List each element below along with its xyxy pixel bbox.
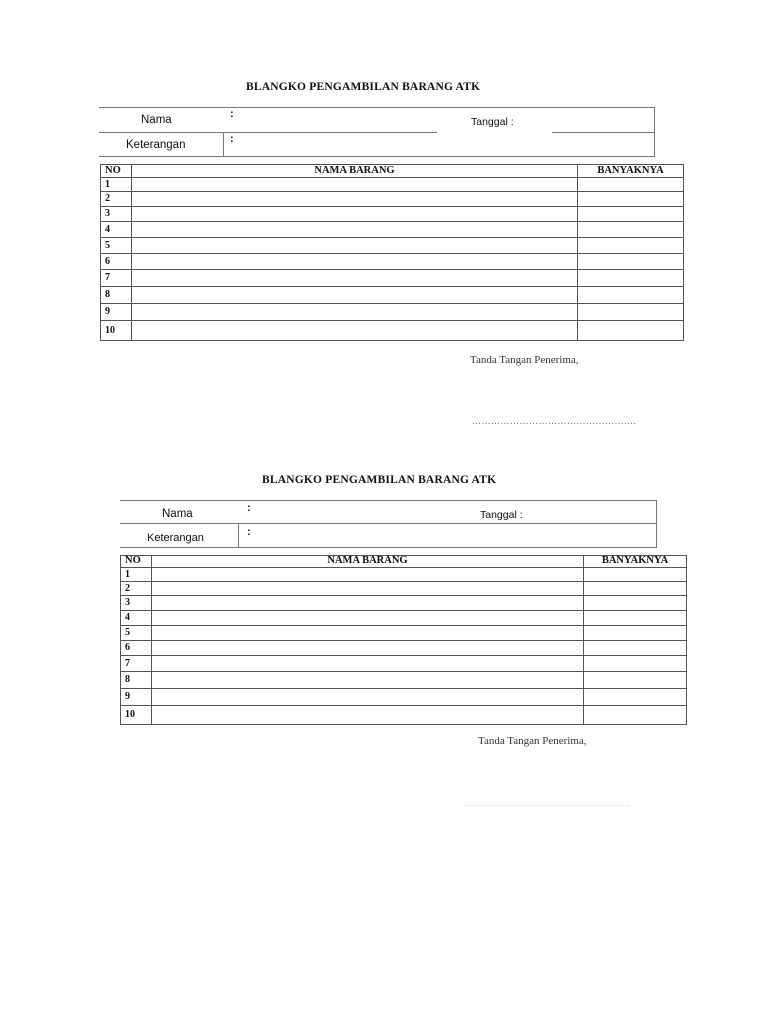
column-header-no: NO xyxy=(101,165,132,178)
nama-barang-cell[interactable] xyxy=(152,672,584,689)
keterangan-label: Keterangan xyxy=(126,139,186,151)
row-number: 6 xyxy=(121,641,152,656)
nama-barang-cell[interactable] xyxy=(132,304,578,321)
banyaknya-cell[interactable] xyxy=(584,611,687,626)
signature-label: Tanda Tangan Penerima, xyxy=(478,735,587,747)
nama-barang-cell[interactable] xyxy=(132,270,578,287)
nama-field-line[interactable] xyxy=(99,132,437,133)
signature-label: Tanda Tangan Penerima, xyxy=(470,354,579,366)
nama-barang-cell[interactable] xyxy=(152,582,584,596)
row-number: 10 xyxy=(121,706,152,725)
table-row xyxy=(101,238,684,254)
nama-barang-cell[interactable] xyxy=(152,611,584,626)
banyaknya-cell[interactable] xyxy=(578,304,684,321)
table-row xyxy=(121,582,687,596)
header-box xyxy=(99,107,655,157)
table-row xyxy=(101,287,684,304)
table-row xyxy=(121,626,687,641)
table-row xyxy=(121,672,687,689)
banyaknya-cell[interactable] xyxy=(584,596,687,611)
banyaknya-cell[interactable] xyxy=(578,254,684,270)
items-table xyxy=(120,555,687,725)
row-number: 4 xyxy=(121,611,152,626)
nama-barang-cell[interactable] xyxy=(132,287,578,304)
nama-barang-cell[interactable] xyxy=(132,238,578,254)
items-table xyxy=(100,164,684,341)
row-number: 1 xyxy=(121,568,152,582)
row-number: 9 xyxy=(101,304,132,321)
nama-barang-cell[interactable] xyxy=(152,596,584,611)
nama-colon: : xyxy=(230,108,234,120)
row-number: 2 xyxy=(121,582,152,596)
nama-label: Nama xyxy=(141,114,172,126)
table-row xyxy=(101,207,684,222)
table-row xyxy=(101,178,684,192)
table-row xyxy=(121,689,687,706)
table-row xyxy=(121,596,687,611)
row-number: 8 xyxy=(101,287,132,304)
table-row xyxy=(101,192,684,207)
row-number: 5 xyxy=(121,626,152,641)
nama-field-line[interactable] xyxy=(120,523,656,524)
banyaknya-cell[interactable] xyxy=(584,706,687,725)
table-row xyxy=(101,321,684,341)
nama-barang-cell[interactable] xyxy=(132,207,578,222)
banyaknya-cell[interactable] xyxy=(584,641,687,656)
nama-barang-cell[interactable] xyxy=(132,222,578,238)
row-number: 5 xyxy=(101,238,132,254)
row-number: 9 xyxy=(121,689,152,706)
header-box xyxy=(120,500,657,548)
table-row xyxy=(101,270,684,287)
row-number: 1 xyxy=(101,178,132,192)
nama-barang-cell[interactable] xyxy=(152,706,584,725)
form-title: BLANGKO PENGAMBILAN BARANG ATK xyxy=(262,474,497,486)
banyaknya-cell[interactable] xyxy=(578,321,684,341)
nama-barang-cell[interactable] xyxy=(132,321,578,341)
column-header-banyaknya: BANYAKNYA xyxy=(584,556,687,568)
row-number: 10 xyxy=(101,321,132,341)
table-row xyxy=(101,304,684,321)
tanggal-field-line[interactable] xyxy=(552,132,654,133)
banyaknya-cell[interactable] xyxy=(584,582,687,596)
nama-barang-cell[interactable] xyxy=(132,178,578,192)
nama-barang-cell[interactable] xyxy=(152,626,584,641)
banyaknya-cell[interactable] xyxy=(578,270,684,287)
column-header-nama-barang: NAMA BARANG xyxy=(152,556,584,568)
table-row xyxy=(121,611,687,626)
row-number: 4 xyxy=(101,222,132,238)
header-divider xyxy=(223,133,224,157)
column-header-nama-barang: NAMA BARANG xyxy=(132,165,578,178)
column-header-no: NO xyxy=(121,556,152,568)
banyaknya-cell[interactable] xyxy=(584,656,687,672)
row-number: 2 xyxy=(101,192,132,207)
banyaknya-cell[interactable] xyxy=(578,192,684,207)
banyaknya-cell[interactable] xyxy=(578,238,684,254)
nama-barang-cell[interactable] xyxy=(152,689,584,706)
row-number: 3 xyxy=(121,596,152,611)
nama-colon: : xyxy=(247,502,251,514)
signature-line[interactable] xyxy=(465,805,630,806)
banyaknya-cell[interactable] xyxy=(578,222,684,238)
column-header-banyaknya: BANYAKNYA xyxy=(578,165,684,178)
nama-barang-cell[interactable] xyxy=(152,656,584,672)
row-number: 7 xyxy=(121,656,152,672)
tanggal-label: Tanggal : xyxy=(480,509,523,521)
table-row xyxy=(121,568,687,582)
row-number: 3 xyxy=(101,207,132,222)
row-number: 6 xyxy=(101,254,132,270)
row-number: 8 xyxy=(121,672,152,689)
table-row xyxy=(121,706,687,725)
banyaknya-cell[interactable] xyxy=(578,287,684,304)
table-header-row xyxy=(101,165,684,178)
banyaknya-cell[interactable] xyxy=(584,689,687,706)
nama-barang-cell[interactable] xyxy=(132,192,578,207)
nama-barang-cell[interactable] xyxy=(152,641,584,656)
keterangan-colon: : xyxy=(230,133,234,145)
table-row xyxy=(121,641,687,656)
banyaknya-cell[interactable] xyxy=(578,178,684,192)
keterangan-colon: : xyxy=(247,526,251,538)
tanggal-label: Tanggal : xyxy=(471,116,514,128)
banyaknya-cell[interactable] xyxy=(578,207,684,222)
form-title: BLANGKO PENGAMBILAN BARANG ATK xyxy=(246,81,481,93)
header-divider xyxy=(238,524,239,548)
banyaknya-cell[interactable] xyxy=(584,672,687,689)
banyaknya-cell[interactable] xyxy=(584,626,687,641)
table-row xyxy=(121,656,687,672)
table-row xyxy=(101,222,684,238)
keterangan-label: Keterangan xyxy=(147,532,204,544)
table-header-row xyxy=(121,556,687,568)
banyaknya-cell[interactable] xyxy=(584,568,687,582)
table-row xyxy=(101,254,684,270)
signature-line[interactable]: ……………………………………………. xyxy=(472,416,637,426)
nama-barang-cell[interactable] xyxy=(152,568,584,582)
row-number: 7 xyxy=(101,270,132,287)
nama-barang-cell[interactable] xyxy=(132,254,578,270)
nama-label: Nama xyxy=(162,508,193,520)
